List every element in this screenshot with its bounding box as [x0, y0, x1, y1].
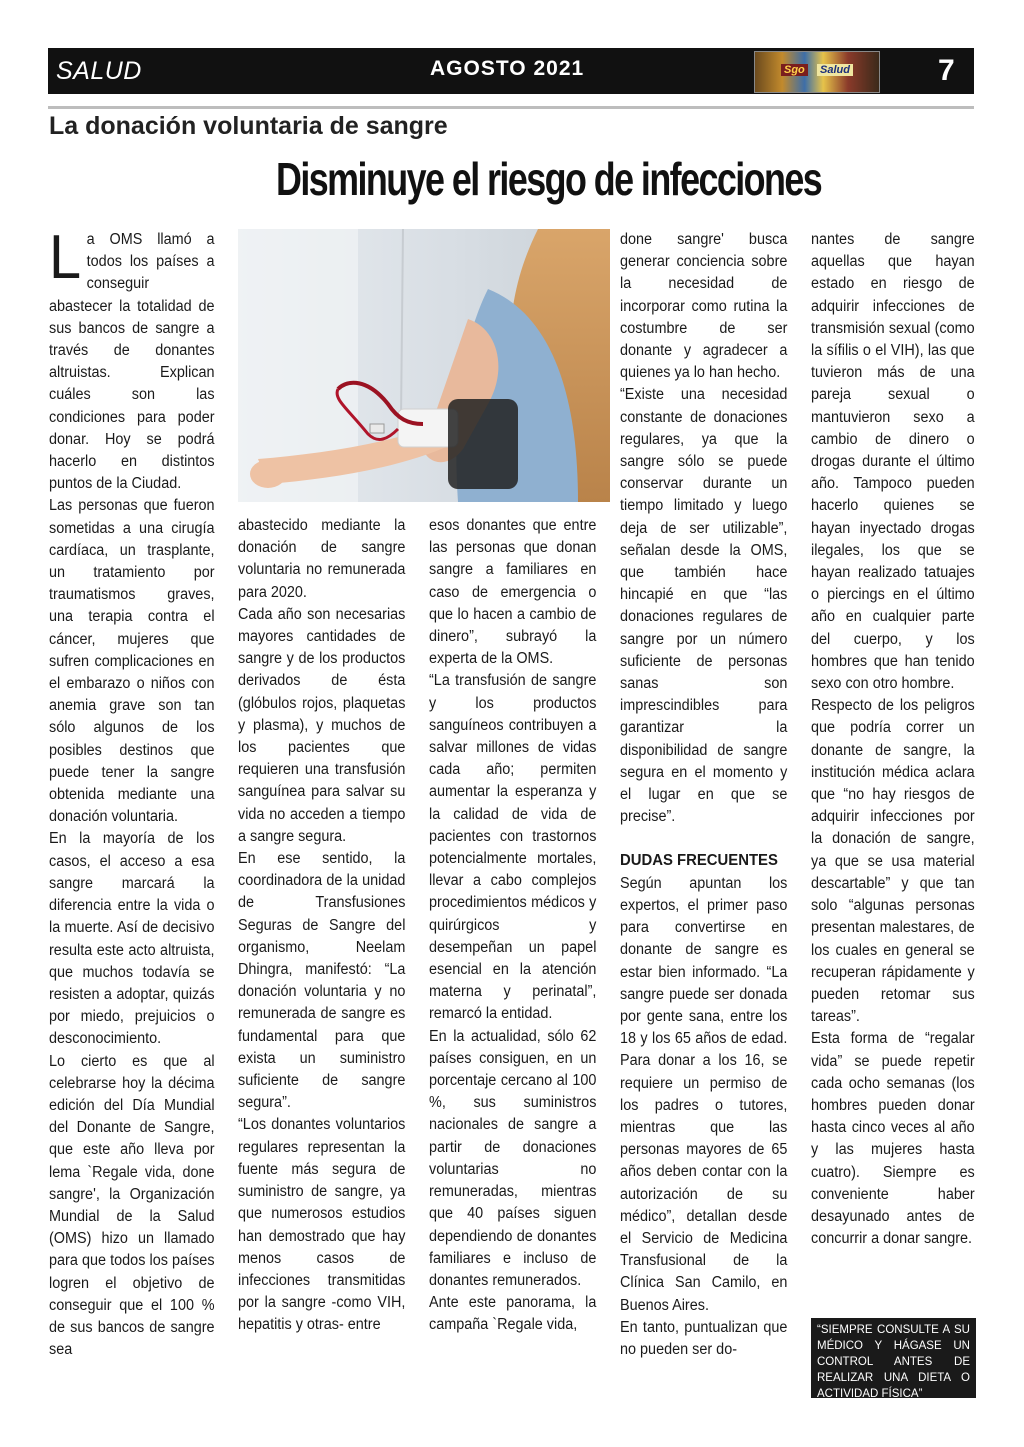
article-paragraph: esos donantes que entre las personas que donan sangre a familiares en caso de emergencia o que lo hacen a cambio de dinero”, subrayó la experta de la OMS.	[429, 517, 597, 668]
photo-illustration	[238, 229, 610, 502]
article-paragraph	[49, 223, 215, 495]
blood-donation-photo	[238, 229, 610, 502]
article-paragraph: Esta forma de “regalar vida” se puede repetir cada ocho semanas (los hombres pueden donar hasta cinco veces al año y las mujeres hasta cuatro). Siempre es conveniente haber desayunado antes de concurrir a donar sangre.	[811, 1030, 975, 1248]
article-paragraph: abastecido mediante la donación de sangre voluntaria no remunerada para 2020.	[238, 517, 406, 601]
article-paragraph: En ese sentido, la coordinadora de la unidad de Transfusiones Seguras de Sangre del organismo, Neelam Dhingra, manifestó: “La donación voluntaria y no remunerada de sangre es fundamental para que exista un suministro suficiente de sangre segura”.	[238, 850, 406, 1112]
article-kicker: La donación voluntaria de sangre	[49, 112, 448, 140]
section-subhead: DUDAS FRECUENTES	[620, 852, 778, 870]
article-paragraph: nantes de sangre aquellas que hayan estado en riesgo de adquirir infecciones de transmisión sexual (como la sífilis o el VIH), las que tuvieron más de una pareja sexual o mantuvieron sexo a cambio de dinero o drogas durante el último año. Tampoco pueden hacerlo quienes se hayan inyectado drogas ilegales, los que se hayan realizado tatuajes o piercings en el último año en cualquier parte del cuerpo, y los hombres que han tenido sexo con otro hombre.	[811, 231, 975, 693]
article-paragraph: Respecto de los peligros que podría correr un donante de sangre, la institución médica aclara que “no hay riesgos de adquirir infecciones por la donación de sangre, ya que se usa material descartable” y que tan solo “algunas personas presentan malestares, de los cuales en general se recuperan rápidamente y pueden retomar sus tareas”.	[811, 697, 975, 1026]
logo-text-salud: Salud	[817, 64, 853, 76]
health-advice-callout: “SIEMPRE CONSULTE A SU MÉDICO Y HÁGASE UN CONTROL ANTES DE REALIZAR UNA DIETA O ACTIVIDAD FÍSICA”	[811, 1318, 976, 1398]
section-name: SALUD	[56, 57, 142, 85]
article-column-4	[620, 229, 787, 1361]
header-rule	[48, 106, 974, 109]
page-number: 7	[938, 54, 955, 87]
logo-text-sgo: Sgo	[781, 64, 808, 76]
publication-logo	[754, 51, 880, 93]
article-paragraph: En la mayoría de los casos, el acceso a esa sangre marcará la diferencia entre la vida o la muerte. Así de decisivo resulta este acto altruista, que muchos todavía se resisten a adoptar, quizás por miedo, prejuicios o desconocimiento.	[49, 830, 215, 1048]
article-column-5	[811, 229, 975, 1250]
article-paragraph: En la actualidad, sólo 62 países consiguen, en un porcentaje cercano al 100 %, sus suministros nacionales de sangre a partir de donaciones voluntarias no remuneradas, mientras que 40 países siguen dependiendo de donantes familiares e incluso de donantes remunerados.	[429, 1027, 597, 1289]
article-column-1	[49, 223, 215, 1361]
article-headline: Disminuye el riesgo de infecciones	[276, 153, 822, 205]
article-column-2	[238, 515, 405, 1337]
article-paragraph: Las personas que fueron sometidas a una cirugía cardíaca, un trasplante, un tratamiento por traumatismos graves, una terapia contra el cáncer, mujeres que sufren complicaciones en el embarazo o niños con anemia grave son tan sólo algunos de los posibles destinos que puede tener la sangre obtenida mediante una donación voluntaria.	[49, 497, 215, 826]
issue-date: AGOSTO 2021	[430, 57, 585, 80]
article-column-3	[429, 515, 596, 1337]
article-paragraph: Lo cierto es que al celebrarse hoy la décima edición del Día Mundial del Donante de Sangre, que este año lleva por lema `Regale vida, done sangre', la Organización Mundial de la Salud (OMS) hizo un llamado para que todos los países logren el objetivo de conseguir que el 100 % de sus bancos de sangre sea	[49, 1052, 215, 1359]
article-paragraph: “Los donantes voluntarios regulares representan la fuente más segura de suministro de sangre, ya que numerosos estudios han demostrado que hay menos casos de infecciones transmitidas por la sangre -como VIH, hepatitis y otras- entre	[238, 1116, 406, 1334]
paragraph-text: a OMS llamó a todos los países a conseguir abastecer la totalidad de sus bancos de sangre a través de donantes altruistas. Explican cuáles son las condiciones para poder donar. Hoy se podrá hacerlo en distintos puntos de la Ciudad.	[49, 231, 215, 493]
article-paragraph: Cada año son necesarias mayores cantidades de sangre y de los productos derivados de ésta (glóbulos rojos, plaquetas y plasma), y muchos de los pacientes que requieren una transfusión sanguínea para salvar su vida no acceden a tiempo a sangre segura.	[238, 605, 406, 845]
article-paragraph: Ante este panorama, la campaña `Regale vida,	[429, 1294, 597, 1334]
article-paragraph: Según apuntan los expertos, el primer paso para convertirse en donante de sangre es estar bien informado. “La sangre puede ser donada por gente sana, entre los 18 y los 65 años de edad. Para donar a los 16, se requiere un permiso de los padres o tutores, mientras que las personas mayores de 65 años deben contar con la autorización de su médico”, detallan desde el Servicio de Medicina Transfusional de la Clínica San Camilo, en Buenos Aires.	[620, 874, 788, 1314]
article-paragraph: “La transfusión de sangre y los productos sanguíneos contribuyen a salvar millones de vidas cada año; permiten aumentar la esperanza y la calidad de vida de pacientes con trastornos potencialmente mortales, llevar a cabo complejos procedimientos médicos y quirúrgicos y desempeñan un papel esencial en la atención materna y perinatal”, remarcó la entidad.	[429, 672, 597, 1023]
drop-cap: L	[49, 223, 82, 292]
article-paragraph: “Existe una necesidad constante de donaciones regulares, ya que la sangre sólo se puede conservar durante un tiempo limitado y luego deja de ser utilizable”, señalan desde la OMS, que también hace hincapié en que “las donaciones regulares de sangre por un número suficiente de personas sanas son imprescindibles para garantizar la disponibilidad de sangre segura en el momento y el lugar en que se precise”.	[620, 386, 788, 826]
article-paragraph: done sangre' busca generar conciencia sobre la necesidad de incorporar como rutina la costumbre de ser donante y agradecer a quienes ya lo han hecho.	[620, 231, 788, 382]
article-paragraph: En tanto, puntualizan que no pueden ser do-	[620, 1318, 788, 1358]
